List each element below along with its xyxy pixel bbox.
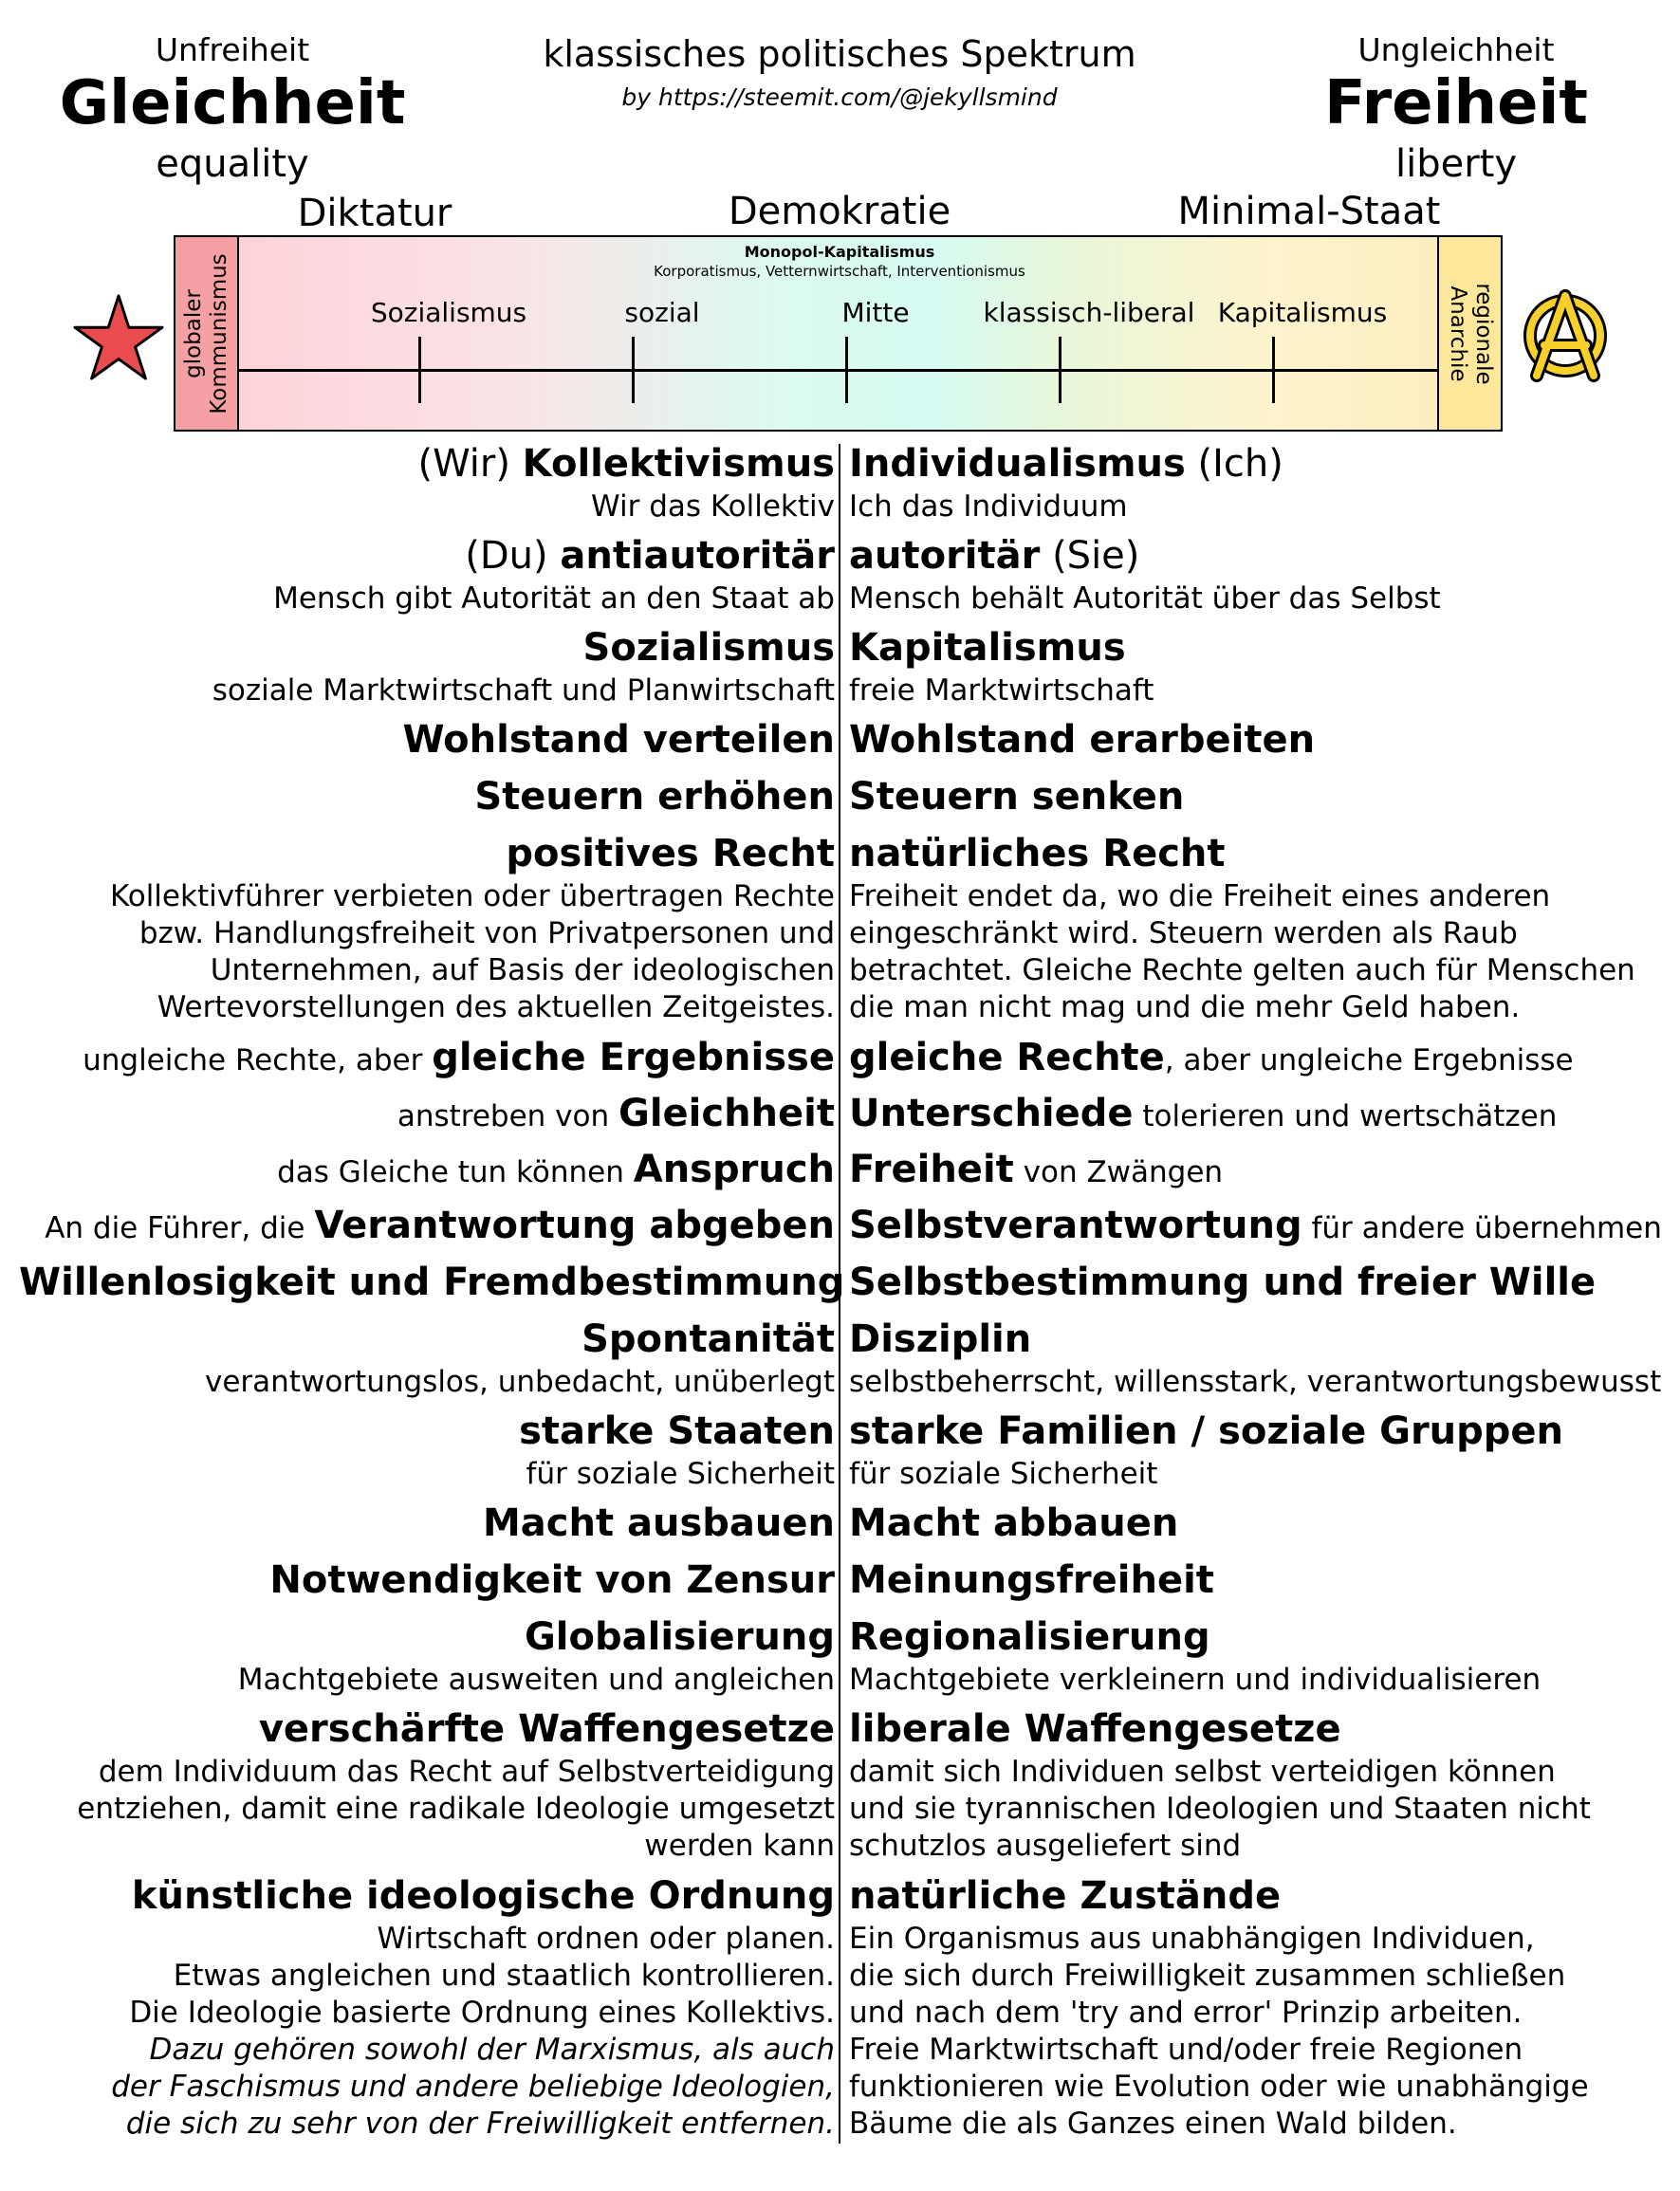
democracy-label: Demokratie bbox=[728, 190, 951, 233]
position-label-center: Mitte bbox=[841, 297, 910, 328]
right-row-self-determination bbox=[849, 1258, 1665, 1315]
minimal-state-label: Minimal-Staat bbox=[1177, 190, 1441, 233]
right-sub-label: liberty bbox=[1394, 142, 1518, 186]
left-description-italic: Dazu gehören sowohl der Marxismus, als auch der Faschismus und andere beliebige Ideologien, die sich zu sehr von der Freiwilligkeit entfernen. bbox=[111, 2033, 835, 2141]
right-description: Ein Organismus aus unabhängigen Individuen, die sich durch Freiwilligkeit zusammen schließen und nach dem 'try and error' Prinzip arbeiten. Freie Marktwirtschaft und/oder freie Regionen funktionieren wie Evolution oder wie unabhängige Bäume die als Ganzes einen Wald bilden. bbox=[849, 1922, 1589, 2141]
left-row-equal-results bbox=[19, 1033, 835, 1089]
left-row-globalization bbox=[19, 1612, 835, 1704]
right-row-discipline bbox=[849, 1315, 1665, 1407]
left-row-raise-taxes bbox=[19, 772, 835, 829]
right-heading: liberale Waffengesetze bbox=[849, 1707, 1341, 1751]
axis-tick-social bbox=[632, 337, 635, 403]
monopoly-capitalism-title: Monopol-Kapitalismus bbox=[744, 243, 935, 261]
right-description: freie Marktwirtschaft bbox=[849, 673, 1154, 708]
left-description: Wir das Kollektiv bbox=[591, 489, 835, 524]
right-row-earn-wealth bbox=[849, 715, 1665, 772]
left-heading: Sozialismus bbox=[582, 626, 835, 670]
right-row-natural-conditions bbox=[849, 1871, 1665, 2143]
right-description: Ich das Individuum bbox=[849, 489, 1128, 524]
left-heading: Wohlstand verteilen bbox=[402, 718, 835, 762]
left-row-strict-gun-laws bbox=[19, 1704, 835, 1871]
right-row-lower-taxes bbox=[849, 772, 1665, 829]
right-heading: Unterschiede tolerieren und wertschätzen bbox=[849, 1092, 1558, 1135]
right-heading: Selbstbestimmung und freier Wille bbox=[849, 1261, 1597, 1304]
right-row-freedom bbox=[849, 1145, 1665, 1201]
left-description: für soziale Sicherheit bbox=[526, 1457, 835, 1491]
political-spectrum-bar bbox=[174, 235, 1503, 432]
left-description: Kollektivführer verbieten oder übertragen Rechte bzw. Handlungsfreiheit von Privatpersonen und Unternehmen, auf Basis der ideologischen Wertevorstellungen des aktuellen Zeitgeistes. bbox=[109, 879, 835, 1024]
left-description: Machtgebiete ausweiten und angleichen bbox=[237, 1663, 835, 1697]
left-row-hand-over-responsibility bbox=[19, 1201, 835, 1258]
left-heading: Steuern erhöhen bbox=[474, 775, 835, 819]
left-heading: künstliche ideologische Ordnung bbox=[131, 1874, 835, 1918]
left-row-entitlement bbox=[19, 1145, 835, 1201]
left-heading: Willenlosigkeit und Fremdbestimmung bbox=[19, 1261, 845, 1304]
right-heading: Selbstverantwortung für andere übernehmen bbox=[849, 1204, 1662, 1247]
global-communism-label: globaler Kommunismus bbox=[180, 252, 231, 414]
right-row-equal-rights bbox=[849, 1033, 1665, 1089]
right-heading: gleiche Rechte, aber ungleiche Ergebnisse bbox=[849, 1036, 1574, 1079]
regional-anarchy-label: regionale Anarchie bbox=[1445, 282, 1496, 385]
right-row-capitalism bbox=[849, 623, 1665, 715]
monopoly-capitalism-subtitle: Korporatismus, Vetternwirtschaft, Interventionismus bbox=[654, 263, 1025, 280]
right-heading: Steuern senken bbox=[849, 775, 1185, 819]
dictatorship-label: Diktatur bbox=[297, 192, 452, 235]
left-row-equality bbox=[19, 1089, 835, 1145]
right-row-self-responsibility bbox=[849, 1201, 1665, 1258]
left-row-censorship bbox=[19, 1556, 835, 1612]
left-row-antiauthoritarian bbox=[19, 531, 835, 623]
left-row-socialism bbox=[19, 623, 835, 715]
right-heading: Kapitalismus bbox=[849, 626, 1126, 670]
right-row-differences bbox=[849, 1089, 1665, 1145]
axis-tick-capitalism bbox=[1272, 337, 1275, 403]
left-big-label: Gleichheit bbox=[59, 68, 406, 138]
right-heading: Meinungsfreiheit bbox=[849, 1558, 1214, 1602]
left-row-collectivism bbox=[19, 439, 835, 531]
right-heading: Disziplin bbox=[849, 1317, 1032, 1361]
position-label-capitalism: Kapitalismus bbox=[1217, 297, 1388, 328]
left-heading: das Gleiche tun können Anspruch bbox=[277, 1148, 835, 1191]
left-description: dem Individuum das Recht auf Selbstverteidigung entziehen, damit eine radikale Ideologie umgesetzt werden kann bbox=[77, 1755, 835, 1863]
left-row-distribute-wealth bbox=[19, 715, 835, 772]
axis-tick-center bbox=[845, 337, 848, 403]
collectivism-column bbox=[19, 439, 845, 2143]
left-description: Mensch gibt Autorität an den Staat ab bbox=[273, 581, 835, 616]
left-heading: starke Staaten bbox=[519, 1409, 835, 1453]
right-row-strong-families bbox=[849, 1407, 1665, 1499]
left-row-expand-power bbox=[19, 1499, 835, 1556]
right-description: für soziale Sicherheit bbox=[849, 1457, 1158, 1491]
left-row-strong-states bbox=[19, 1407, 835, 1499]
byline: by https://steemit.com/@jekyllsmind bbox=[621, 83, 1058, 111]
left-sub-label: equality bbox=[156, 142, 309, 186]
left-heading: (Wir) Kollektivismus bbox=[417, 442, 835, 486]
right-heading: autoritär (Sie) bbox=[849, 534, 1140, 578]
left-description: Wirtschaft ordnen oder planen. Etwas angleichen und staatlich kontrollieren. Die Ideologie basierte Ordnung eines Kollektivs. bbox=[129, 1922, 835, 2030]
right-big-label: Freiheit bbox=[1323, 68, 1589, 138]
right-top-label: Ungleichheit bbox=[1357, 31, 1555, 68]
position-label-classical-liberal: klassisch-liberal bbox=[983, 297, 1195, 328]
right-heading: starke Familien / soziale Gruppen bbox=[849, 1409, 1564, 1453]
left-row-positive-law bbox=[19, 829, 835, 1033]
anarchy-symbol-icon bbox=[1518, 288, 1613, 383]
page-title: klassisches politisches Spektrum bbox=[543, 33, 1136, 75]
right-heading: natürliche Zustände bbox=[849, 1874, 1282, 1918]
left-heading: Macht ausbauen bbox=[482, 1501, 835, 1545]
right-heading: Regionalisierung bbox=[849, 1615, 1210, 1659]
left-description: verantwortungslos, unbedacht, unüberlegt bbox=[205, 1365, 835, 1399]
right-description: selbstbeherrscht, willensstark, verantwortungsbewusst bbox=[849, 1365, 1662, 1399]
position-label-social: sozial bbox=[624, 297, 700, 328]
regional-anarchy-box bbox=[1437, 237, 1501, 430]
right-row-liberal-gun-laws bbox=[849, 1704, 1665, 1871]
left-heading: Globalisierung bbox=[524, 1615, 835, 1659]
red-star-icon bbox=[72, 292, 165, 383]
right-row-natural-law bbox=[849, 829, 1665, 1033]
right-row-individualism bbox=[849, 439, 1665, 531]
left-heading: Spontanität bbox=[582, 1317, 835, 1361]
right-heading: Freiheit von Zwängen bbox=[849, 1148, 1224, 1191]
left-heading: (Du) antiautoritär bbox=[465, 534, 835, 578]
right-row-authoritarian bbox=[849, 531, 1665, 623]
position-label-socialism: Sozialismus bbox=[370, 297, 527, 328]
right-description: Machtgebiete verkleinern und individualisieren bbox=[849, 1663, 1542, 1697]
left-row-heteronomy bbox=[19, 1258, 845, 1315]
axis-tick-classical-liberal bbox=[1059, 337, 1062, 403]
right-heading: natürliches Recht bbox=[849, 832, 1226, 875]
left-description: soziale Marktwirtschaft und Planwirtschaft bbox=[212, 673, 835, 708]
right-row-reduce-power bbox=[849, 1499, 1665, 1556]
left-heading: ungleiche Rechte, aber gleiche Ergebnisse bbox=[83, 1036, 835, 1079]
right-heading: Individualismus (Ich) bbox=[849, 442, 1283, 486]
right-heading: Wohlstand erarbeiten bbox=[849, 718, 1316, 762]
right-description: Freiheit endet da, wo die Freiheit eines anderen eingeschränkt wird. Steuern werden als Raub betrachtet. Gleiche Rechte gelten auch für Menschen die man nicht mag und die mehr Geld haben. bbox=[849, 879, 1635, 1024]
individualism-column bbox=[849, 439, 1665, 2143]
right-description: Mensch behält Autorität über das Selbst bbox=[849, 581, 1441, 616]
axis-tick-socialism bbox=[418, 337, 421, 403]
left-row-spontaneity bbox=[19, 1315, 835, 1407]
left-row-artificial-order bbox=[19, 1871, 835, 2143]
right-heading: Macht abbauen bbox=[849, 1501, 1179, 1545]
left-heading: anstreben von Gleichheit bbox=[397, 1092, 835, 1135]
right-row-free-speech bbox=[849, 1556, 1665, 1612]
left-heading: positives Recht bbox=[506, 832, 835, 875]
global-communism-box bbox=[175, 237, 239, 430]
right-description: damit sich Individuen selbst verteidigen können und sie tyrannischen Ideologien und Staaten nicht schutzlos ausgeliefert sind bbox=[849, 1755, 1591, 1863]
right-row-regionalization bbox=[849, 1612, 1665, 1704]
left-heading: An die Führer, die Verantwortung abgeben bbox=[45, 1204, 835, 1247]
left-heading: Notwendigkeit von Zensur bbox=[269, 1558, 835, 1602]
left-top-label: Unfreiheit bbox=[155, 31, 310, 68]
left-heading: verschärfte Waffengesetze bbox=[258, 1707, 835, 1751]
